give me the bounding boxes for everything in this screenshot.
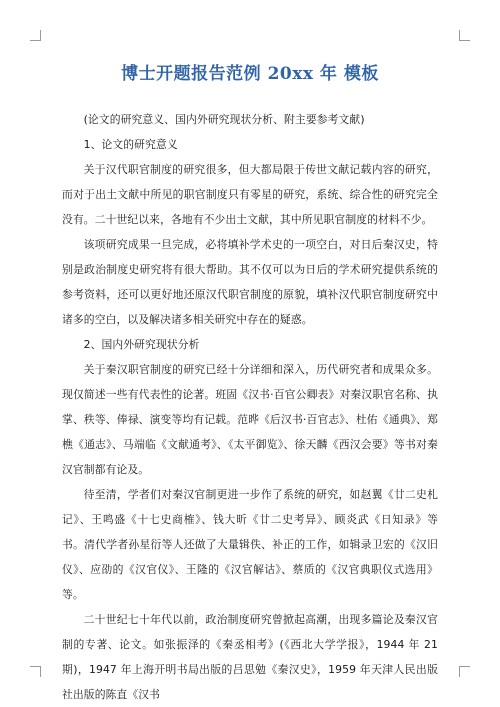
body-paragraph: 关于汉代职官制度的研究很多，但大都局限于传世文献记载内容的研究，而对于出土文献中所见的职官制度只有零星的研究，系统、综合性的研究完全没有。二十世纪以来，各地有不少出土文献，其中所见职官制度的材料不少。	[62, 163, 438, 226]
corner-mark-bottom-right	[459, 666, 470, 677]
body-paragraph: 关于秦汉职官制度的研究已经十分详细和深入，历代研究者和成果众多。现仅简述一些有代表性的论著。班固《汉书·百官公卿表》对秦汉职官名称、执掌、秩等、俸禄、演变等均有记载。范晔《后汉书·百官志》、杜佑《通典》、郑樵《通志》、马端临《文献通考》、《太平御览》、徐天麟《西汉会要》等书对秦汉官制都有论及。	[62, 363, 438, 476]
document-page	[62, 62, 438, 707]
body-paragraph: 二十世纪七十年代以前，政治制度研究曾掀起高潮，出现多篇论及秦汉官制的专著、论文。如张振泽的《秦丞相考》(《西北大学学报》，1944 年 21 期)，1947 年上海开明书局出版的吕思勉《秦汉史》，1959 年天津人民出版社出版的陈直《汉书	[62, 613, 438, 701]
body-paragraph: 待至清，学者们对秦汉官制更进一步作了系统的研究，如赵翼《廿二史札记》、王鸣盛《十七史商榷》、钱大昕《廿二史考异》、顾炎武《日知录》等书。清代学者孙星衍等人还做了大量辑佚、补正的工作，如辑录卫宏的《汉旧仪》、应劭的《汉官仪》、王隆的《汉官解诂》、蔡质的《汉官典职仪式选用》等。	[62, 488, 438, 601]
corner-mark-bottom-left	[30, 666, 41, 677]
corner-mark-top-right	[459, 30, 470, 41]
body-paragraph: 该项研究成果一旦完成，必将填补学术史的一项空白，对日后秦汉史，特别是政治制度史研究将有很大帮助。其不仅可以为日后的学术研究提供系统的参考资料，还可以更好地还原汉代职官制度的原貌，填补汉代职官制度研究中诸多的空白，以及解决诸多相关研究中存在的疑惑。	[62, 238, 438, 326]
document-title: 博士开题报告范例 20xx 年 模板	[121, 64, 379, 84]
scope-note: (论文的研究意义、国内外研究现状分析、附主要参考文献)	[83, 113, 365, 126]
section-heading-research-status: 2、国内外研究现状分析	[83, 338, 200, 351]
section-heading-significance: 1、论文的研究意义	[83, 138, 178, 151]
corner-mark-top-left	[30, 30, 41, 41]
